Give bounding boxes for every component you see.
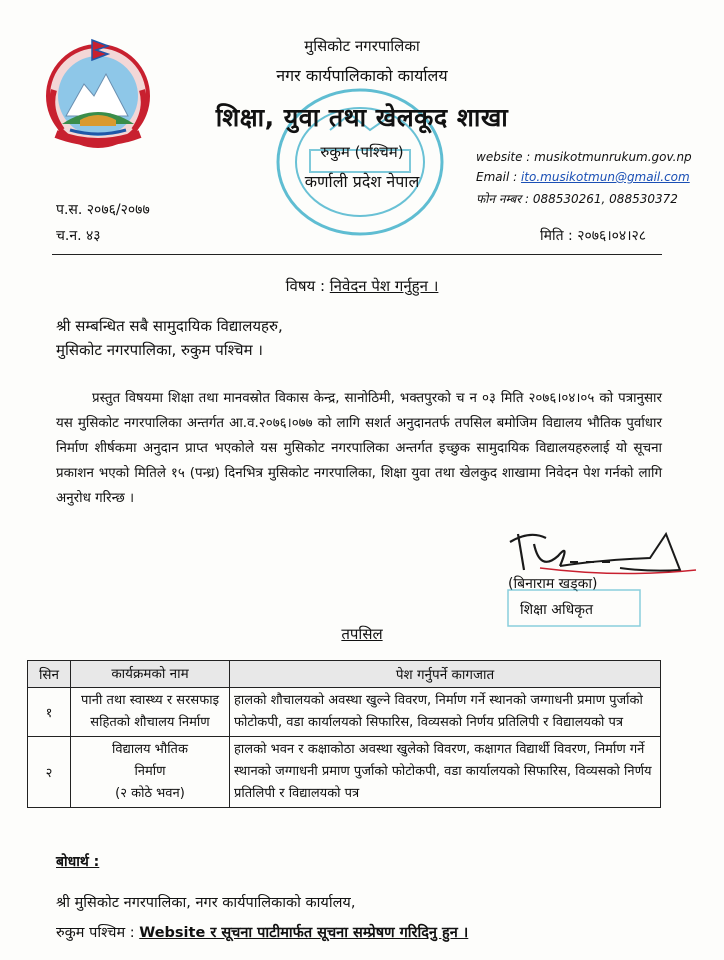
cc-line-2: रुकुम पश्चिम : Website र सूचना पाटीमार्फत सूचना सम्प्रेषण गरिदिनु हुन । <box>56 925 469 941</box>
column-header: पेश गर्नुपर्ने कागजात <box>230 661 661 688</box>
table-header-row <box>28 661 661 688</box>
website-link[interactable]: musikotmunrukum.gov.np <box>534 150 692 164</box>
email-link[interactable]: ito.musikotmun@gmail.com <box>520 170 690 184</box>
serial-number: १ <box>28 688 71 737</box>
subject-line: विषय : निवेदन पेश गर्नुहुन । <box>285 277 439 295</box>
tapasil-heading: तपसिल <box>341 625 383 643</box>
signature-icon <box>500 520 700 580</box>
signatory-title: शिक्षा अधिकृत <box>520 602 593 618</box>
contact-website: website : musikotmunrukum.gov.np <box>476 150 692 164</box>
required-documents: हालको शौचालयको अवस्था खुल्ने विवरण, निर्माण गर्ने स्थानको जग्गाधनी प्रमाण पुर्जाको फोटोकपी, वडा कार्यालयको सिफारिस, विव्यसको निर्णय प्रतिलिपी र विद्यालयको पत्र <box>230 688 661 737</box>
body-paragraph: प्रस्तुत विषयमा शिक्षा तथा मानवस्रोत विकास केन्द्र, सानोठिमी, भक्तपुरको च न ०३ मिति २०७६।०४।०५ को पत्रानुसार यस मुसिकोट नगरपालिका अन्तर्गत आ.व.२०७६।०७७ को लागि सशर्त अनुदानतर्फ तपसिल बमोजिम विद्यालय भौतिक पुर्वाधार निर्माण शीर्षकमा अनुदान प्राप्त भएकोले यस मुसिकोट नगरपालिका अन्तर्गत इच्छुक सामुदायिक विद्यालयहरुलाई यो सूचना प्रकाशन भएको मितिले १५ (पन्ध्र) दिनभित्र मुसिकोट नगरपालिका, शिक्षा युवा तथा खेलकुद शाखामा निवेदन पेश गर्नको लागि अनुरोध गरिन्छ । <box>56 391 662 506</box>
column-header: कार्यक्रमको नाम <box>71 661 230 688</box>
signatory-name: (बिनाराम खड्का) <box>508 576 598 592</box>
fiscal-year: प.स. २०७६/२०७७ <box>56 202 150 218</box>
contact-email: Email : ito.musikotmun@gmail.com <box>476 170 690 184</box>
required-documents: हालको भवन र कक्षाकोठा अवस्था खुलेको विवरण, कक्षागत विद्यार्थी विवरण, निर्माण गर्ने स्थानको जग्गाधनी प्रमाण पुर्जाको फोटोकपी, वडा कार्यालयको सिफारिस, विव्यसको निर्णय प्रतिलिपी र विद्यालयको पत्र <box>230 737 661 808</box>
serial-number: २ <box>28 737 71 808</box>
addressee-line-1: श्री सम्बन्धित सबै सामुदायिक विद्यालयहरु, <box>56 317 283 335</box>
addressee-line-2: मुसिकोट नगरपालिका, रुकुम पश्चिम । <box>56 341 263 359</box>
header-divider <box>52 254 662 255</box>
district-name: रुकुम (पश्चिम) <box>320 143 404 161</box>
cc-line-1: श्री मुसिकोट नगरपालिका, नगर कार्यपालिकाको कार्यालय, <box>56 895 356 911</box>
municipality-name: मुसिकोट नगरपालिका <box>304 37 420 55</box>
table-row <box>28 688 661 737</box>
section-name: शिक्षा, युवा तथा खेलकूद शाखा <box>215 103 509 132</box>
tapasil-table <box>27 660 661 808</box>
letter-date: मिति : २०७६।०४।२८ <box>540 228 647 244</box>
program-name: पानी तथा स्वास्थ्य र सरसफाइ सहितको शौचालय निर्माण <box>71 688 230 737</box>
office-name: नगर कार्यपालिकाको कार्यालय <box>276 66 448 85</box>
column-header: सिन <box>28 661 71 688</box>
dispatch-number: च.न. ४३ <box>56 228 101 244</box>
province-country: कर्णाली प्रदेश नेपाल <box>304 172 420 191</box>
table-row <box>28 737 661 808</box>
contact-phone: फोन नम्बर : 088530261, 088530372 <box>476 192 678 206</box>
cc-label: बोधार्थ : <box>56 854 100 870</box>
program-name: विद्यालय भौतिक निर्माण (२ कोठे भवन) <box>71 737 230 808</box>
